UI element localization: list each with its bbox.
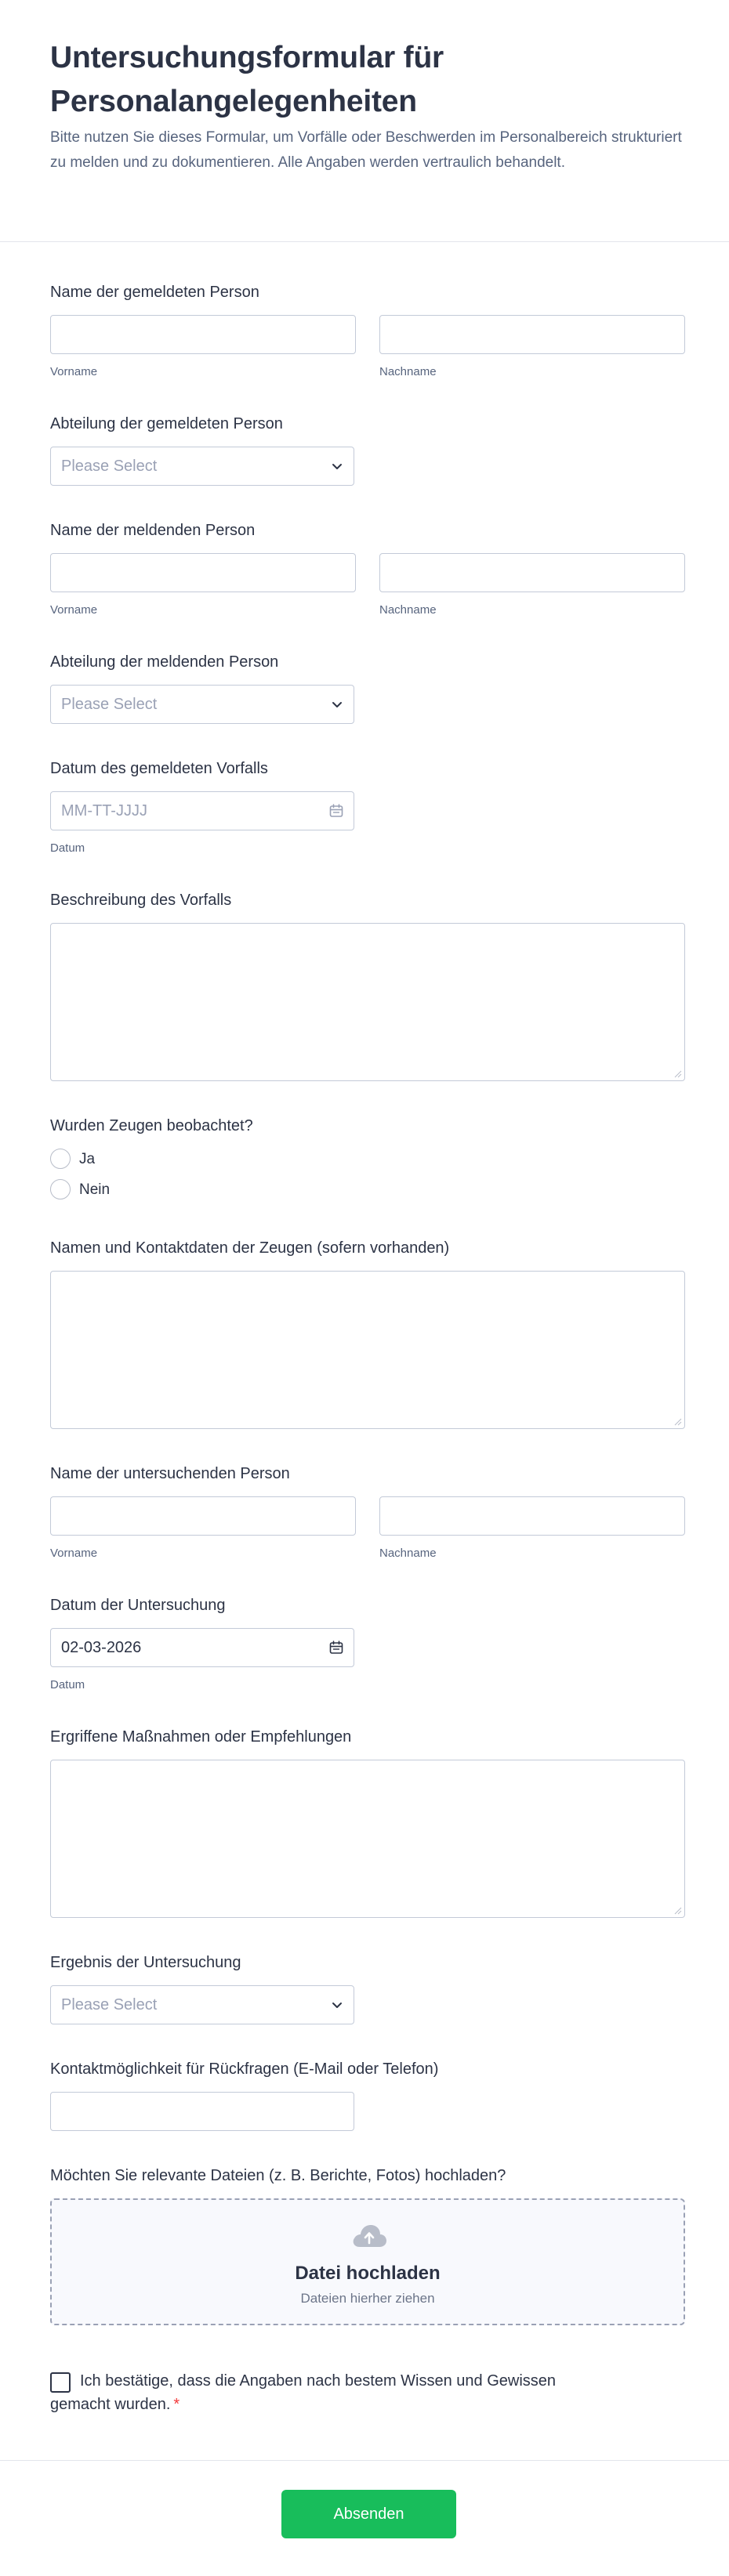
reporter-first-name-input[interactable] — [50, 553, 356, 592]
upload-subtitle: Dateien hierher ziehen — [300, 2291, 435, 2306]
incident-description-textarea[interactable] — [50, 923, 685, 1081]
witnesses-no-radio[interactable] — [50, 1179, 71, 1199]
reporter-department-field — [50, 652, 685, 713]
resize-grip-icon[interactable] — [673, 1069, 682, 1078]
chevron-down-icon — [330, 697, 344, 711]
reporter-department-label: Abteilung der meldenden Person — [50, 653, 279, 671]
reported-department-field — [50, 414, 685, 475]
incident-description-label: Beschreibung des Vorfalls — [50, 892, 232, 909]
form-title — [50, 36, 685, 124]
investigator-first-name-input[interactable] — [50, 1496, 356, 1536]
witnesses-label: Wurden Zeugen beobachtet? — [50, 1117, 253, 1134]
incident-description-field — [50, 890, 685, 910]
submit-button[interactable]: Absenden — [281, 2490, 456, 2538]
reporter-last-name-input[interactable] — [379, 553, 685, 592]
reporter-last-name-sublabel: Nachname — [379, 603, 437, 617]
resize-grip-icon[interactable] — [673, 1416, 682, 1426]
reporter-first-name-sublabel: Vorname — [50, 603, 98, 617]
incident-date-label: Datum des gemeldeten Vorfalls — [50, 760, 268, 777]
calendar-icon[interactable] — [328, 1640, 344, 1655]
form-subtitle: Bitte nutzen Sie dieses Formular, um Vorfälle oder Beschwerden im Personalbereich strukturiert zu melden und zu dokumentieren. Alle Angaben werden vertraulich behandelt. — [50, 129, 682, 171]
witness-contacts-label: Namen und Kontaktdaten der Zeugen (sofern vorhanden) — [50, 1239, 450, 1257]
calendar-icon[interactable] — [328, 803, 344, 819]
incident-date-field — [50, 758, 685, 855]
investigation-date-sublabel: Datum — [50, 1678, 85, 1691]
reported-person-name-label: Name der gemeldeten Person — [50, 284, 259, 301]
confirmation-text: Ich bestätige, dass die Angaben nach bestem Wissen und Gewissen gemacht wurden. — [50, 2372, 557, 2413]
reported-last-name-input[interactable] — [379, 315, 685, 354]
confirmation-field — [50, 2369, 685, 2419]
cloud-upload-icon — [350, 2220, 389, 2252]
witnesses-yes-radio[interactable] — [50, 1149, 71, 1169]
form-header — [50, 36, 685, 175]
chevron-down-icon — [330, 459, 344, 473]
file-upload-dropzone[interactable] — [50, 2198, 685, 2325]
witnesses-yes-label[interactable]: Ja — [79, 1151, 96, 1167]
investigation-date-label: Datum der Untersuchung — [50, 1597, 226, 1614]
investigator-first-name-sublabel: Vorname — [50, 1547, 98, 1560]
header-divider — [0, 241, 729, 242]
investigation-date-input[interactable] — [50, 1628, 354, 1667]
witnesses-field — [50, 1116, 685, 1198]
reported-department-label: Abteilung der gemeldeten Person — [50, 415, 283, 432]
contact-label: Kontaktmöglichkeit für Rückfragen (E-Mail oder Telefon) — [50, 2060, 439, 2078]
investigation-date-field — [50, 1595, 685, 1691]
upload-field — [50, 2165, 685, 2306]
incident-date-sublabel: Datum — [50, 841, 85, 855]
investigator-last-name-input[interactable] — [379, 1496, 685, 1536]
reporter-department-placeholder: Please Select — [61, 696, 158, 713]
reporter-name-field — [50, 520, 685, 617]
reported-last-name-sublabel: Nachname — [379, 365, 437, 378]
reported-department-select[interactable] — [50, 447, 354, 486]
incident-date-placeholder: MM-TT-JJJJ — [61, 802, 147, 819]
footer-divider — [0, 2460, 729, 2461]
form-title-line-1: Untersuchungsformular für — [50, 41, 444, 74]
witness-contacts-field — [50, 1238, 685, 1258]
required-mark: * — [173, 2396, 180, 2413]
upload-label: Möchten Sie relevante Dateien (z. B. Berichte, Fotos) hochladen? — [50, 2167, 506, 2184]
measures-textarea[interactable] — [50, 1760, 685, 1918]
investigator-last-name-sublabel: Nachname — [379, 1547, 437, 1560]
contact-field — [50, 2059, 685, 2079]
investigation-date-value: 02-03-2026 — [61, 1639, 142, 1656]
reported-department-placeholder: Please Select — [61, 458, 158, 475]
reported-first-name-input[interactable] — [50, 315, 356, 354]
confirmation-label[interactable] — [50, 2369, 599, 2416]
chevron-down-icon — [330, 1998, 344, 2012]
contact-input[interactable] — [50, 2092, 354, 2131]
measures-label: Ergriffene Maßnahmen oder Empfehlungen — [50, 1728, 352, 1746]
reported-person-name-field — [50, 282, 685, 378]
reported-first-name-sublabel: Vorname — [50, 365, 98, 378]
incident-date-input[interactable] — [50, 791, 354, 830]
witnesses-no-label[interactable]: Nein — [79, 1181, 111, 1198]
result-field — [50, 1952, 685, 2013]
measures-field — [50, 1727, 685, 1747]
form-title-line-2: Personalangelegenheiten — [50, 85, 417, 118]
result-label: Ergebnis der Untersuchung — [50, 1954, 241, 1971]
investigator-name-field — [50, 1463, 685, 1560]
reporter-department-select[interactable] — [50, 685, 354, 724]
reporter-name-label: Name der meldenden Person — [50, 522, 256, 539]
investigator-name-label: Name der untersuchenden Person — [50, 1465, 290, 1482]
resize-grip-icon[interactable] — [673, 1905, 682, 1915]
witness-contacts-textarea[interactable] — [50, 1271, 685, 1429]
result-placeholder: Please Select — [61, 1996, 158, 2013]
upload-title: Datei hochladen — [295, 2263, 441, 2284]
result-select[interactable] — [50, 1985, 354, 2024]
